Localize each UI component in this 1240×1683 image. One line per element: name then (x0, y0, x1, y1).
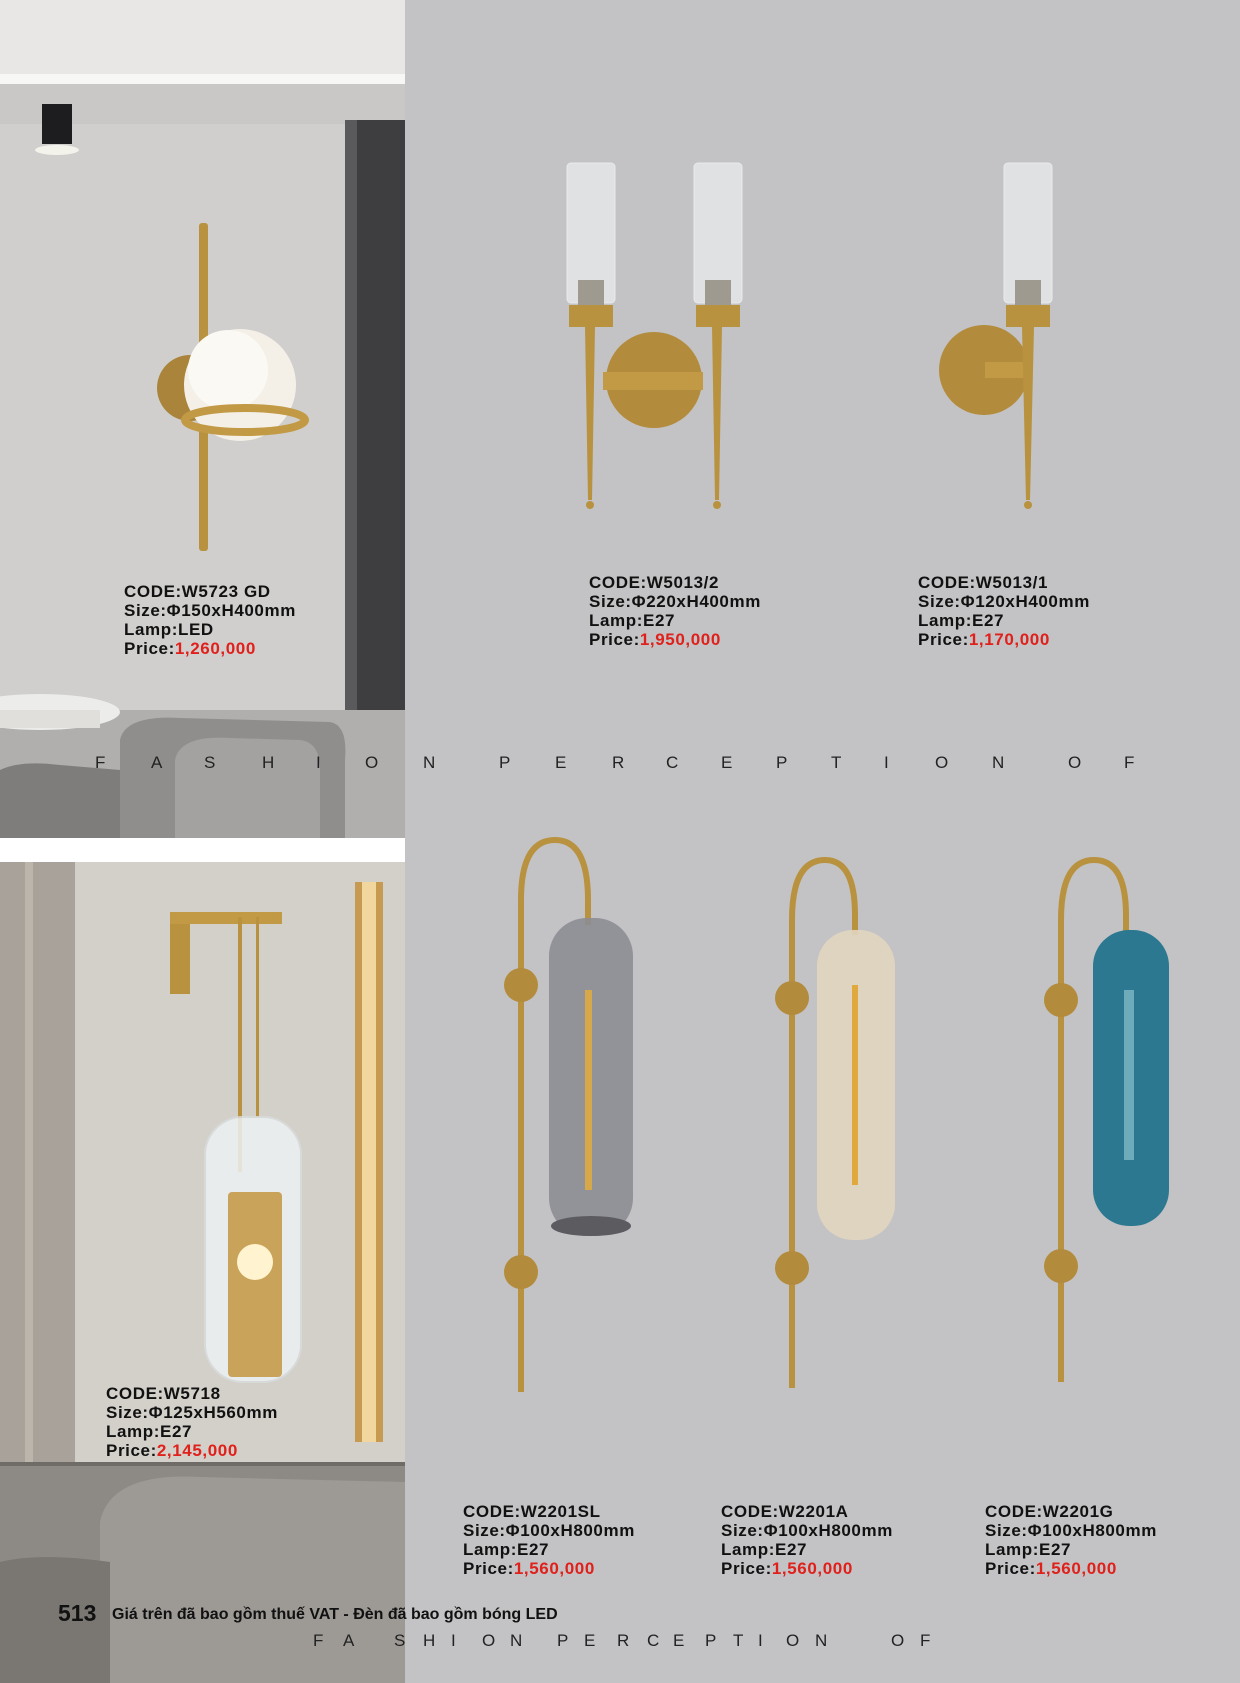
product-price-row (463, 1559, 635, 1578)
lamp-w2201a-illustration (775, 860, 895, 1388)
fashion-letter: T (733, 1631, 744, 1650)
lamp-w5013-1-illustration (939, 163, 1052, 509)
lamp-w5013-2-illustration (567, 163, 742, 509)
price-label: Price: (918, 630, 969, 649)
fashion-letter: O (1068, 753, 1082, 772)
product-size: Size:Φ120xH400mm (918, 592, 1090, 611)
fashion-letter: E (721, 753, 733, 772)
product-code: CODE:W2201A (721, 1502, 849, 1521)
price-label: Price: (463, 1559, 514, 1578)
product-size: Size:Φ125xH560mm (106, 1403, 278, 1422)
product-price: 1,560,000 (1035, 1559, 1117, 1578)
product-spec-w5723 (124, 582, 296, 658)
fashion-letter: E (584, 1631, 596, 1650)
product-size: Size:Φ220xH400mm (589, 592, 761, 611)
product-spec-w2201sl (463, 1502, 635, 1578)
product-price-row (985, 1559, 1157, 1578)
fashion-letter: A (151, 753, 163, 772)
room-photo-w5718 (0, 862, 405, 1683)
product-price-row (589, 630, 761, 649)
product-price-row (106, 1441, 278, 1460)
lamp-w2201sl-illustration (504, 840, 633, 1392)
product-code: CODE:W2201SL (463, 1502, 601, 1521)
fashion-letter: O (365, 753, 379, 772)
product-code: CODE:W2201G (985, 1502, 1114, 1521)
fashion-letter: P (705, 1631, 717, 1650)
product-size: Size:Φ100xH800mm (721, 1521, 893, 1540)
lamp-w2201g-illustration (1044, 860, 1169, 1382)
fashion-letter: O (935, 753, 949, 772)
product-price-row (918, 630, 1090, 649)
fashion-letter: N (423, 753, 436, 772)
product-size: Size:Φ100xH800mm (985, 1521, 1157, 1540)
fashion-line-1 (0, 753, 1240, 775)
product-lamp: Lamp:E27 (985, 1540, 1072, 1559)
fashion-letter: P (776, 753, 788, 772)
product-spec-w2201a (721, 1502, 893, 1578)
product-lamp: Lamp:E27 (106, 1422, 193, 1441)
product-price: 1,260,000 (174, 639, 256, 658)
product-price-row (721, 1559, 893, 1578)
product-spec-w5013-2 (589, 573, 761, 649)
fashion-letter: F (1124, 753, 1135, 772)
product-price: 1,950,000 (639, 630, 721, 649)
product-spec-w2201g (985, 1502, 1157, 1578)
product-price: 1,170,000 (968, 630, 1050, 649)
fashion-letter: F (95, 753, 106, 772)
fashion-letter: E (673, 1631, 685, 1650)
product-size: Size:Φ150xH400mm (124, 601, 296, 620)
product-lamp: Lamp:E27 (721, 1540, 808, 1559)
fashion-letter: I (884, 753, 889, 772)
fashion-letter: F (920, 1631, 931, 1650)
fashion-letter: H (423, 1631, 436, 1650)
fashion-letter: A (343, 1631, 355, 1650)
product-spec-w5013-1 (918, 573, 1090, 649)
fashion-letter: T (831, 753, 842, 772)
fashion-letter: O (786, 1631, 800, 1650)
product-price: 1,560,000 (513, 1559, 595, 1578)
fashion-letter: R (617, 1631, 630, 1650)
fashion-letter: E (555, 753, 567, 772)
product-price-row (124, 639, 296, 658)
lamp-w5723-illustration (0, 0, 405, 838)
product-spec-w5718 (106, 1384, 278, 1460)
fashion-letter: S (204, 753, 216, 772)
fashion-letter: I (316, 753, 321, 772)
product-code: CODE:W5013/1 (918, 573, 1049, 592)
fashion-letter: N (815, 1631, 828, 1650)
lamp-w5718-illustration (0, 862, 405, 1683)
fashion-letter: R (612, 753, 625, 772)
product-code: CODE:W5723 GD (124, 582, 271, 601)
price-label: Price: (106, 1441, 157, 1460)
fashion-letter: P (557, 1631, 569, 1650)
fashion-letter: O (891, 1631, 905, 1650)
product-size: Size:Φ100xH800mm (463, 1521, 635, 1540)
product-price: 2,145,000 (156, 1441, 238, 1460)
fashion-letter: H (262, 753, 275, 772)
price-label: Price: (589, 630, 640, 649)
product-lamp: Lamp:LED (124, 620, 214, 639)
fashion-letter: I (451, 1631, 456, 1650)
product-code: CODE:W5718 (106, 1384, 221, 1403)
page-number: 513 (58, 1600, 97, 1626)
fashion-letter: N (992, 753, 1005, 772)
price-label: Price: (124, 639, 175, 658)
fashion-letter: O (482, 1631, 496, 1650)
footer-note: Giá trên đã bao gồm thuế VAT - Đèn đã bao gồm bóng LED (112, 1606, 558, 1623)
fashion-letter: F (313, 1631, 324, 1650)
fashion-letter: P (499, 753, 511, 772)
product-lamp: Lamp:E27 (918, 611, 1005, 630)
fashion-letter: C (666, 753, 679, 772)
product-lamp: Lamp:E27 (589, 611, 676, 630)
price-label: Price: (721, 1559, 772, 1578)
product-code: CODE:W5013/2 (589, 573, 720, 592)
fashion-letter: S (394, 1631, 406, 1650)
panel-separator (0, 838, 405, 862)
price-label: Price: (985, 1559, 1036, 1578)
fashion-letter: N (510, 1631, 523, 1650)
fashion-letter: I (758, 1631, 763, 1650)
fashion-line-2 (0, 1631, 1240, 1653)
fashion-letter: C (647, 1631, 660, 1650)
product-price: 1,560,000 (771, 1559, 853, 1578)
room-photo-w5723 (0, 0, 405, 838)
product-lamp: Lamp:E27 (463, 1540, 550, 1559)
